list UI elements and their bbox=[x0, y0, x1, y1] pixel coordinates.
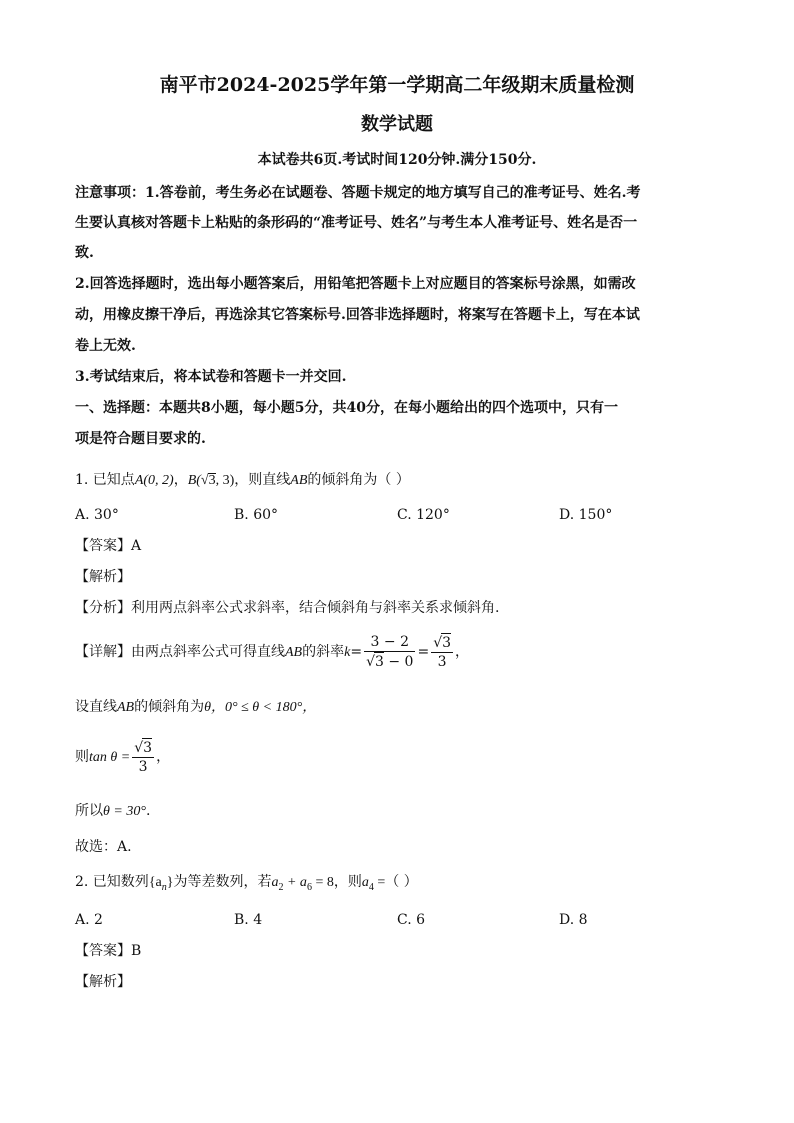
q2-analysis-heading: 【解析】 bbox=[75, 974, 131, 990]
q2-cond-plus: + a bbox=[283, 875, 307, 890]
notes-line-1: 注意事项：1.答卷前，考生务必在试题卷、答题卡规定的地方填写自己的准考证号、姓名.考 bbox=[75, 185, 641, 201]
q1-slope-numerator: 3 − 2 bbox=[364, 633, 415, 652]
q2-condition bbox=[271, 875, 334, 893]
exam-info: 本试卷共6页.考试时间120分钟.满分150分. bbox=[257, 152, 537, 168]
q1-set-mid: 的倾斜角为 bbox=[134, 699, 205, 715]
question-2-stem bbox=[75, 875, 418, 893]
page-title: 南平市2024-2025学年第一学期高二年级期末质量检测 bbox=[159, 74, 635, 96]
q1-so bbox=[75, 804, 150, 819]
q2-cond-eq: = 8 bbox=[311, 875, 334, 890]
q1-suffix-2: 的倾斜角为（ ） bbox=[307, 472, 410, 488]
section-heading-line-1: 一、选择题：本题共8小题，每小题5分，共40分，在每小题给出的四个选项中，只有一 bbox=[75, 400, 618, 416]
notes-line-5: 动，用橡皮擦干净后，再选涂其它答案标号.回答非选择题时，将案写在答题卡上，写在本试 bbox=[75, 307, 640, 323]
question-1-stem bbox=[75, 473, 410, 488]
page-subtitle: 数学试题 bbox=[361, 114, 433, 135]
q1-point-b bbox=[188, 473, 235, 488]
q1-so-text: 所以 bbox=[75, 803, 103, 819]
q1-tan-num-root: 3 bbox=[143, 740, 153, 756]
q2-option-d: D. 8 bbox=[559, 912, 588, 928]
q1-result-fraction bbox=[431, 633, 453, 671]
q1-option-c: C. 120° bbox=[397, 507, 450, 523]
q1-result-numerator: √3 bbox=[433, 635, 452, 651]
q1-set-angle bbox=[75, 700, 316, 715]
q1-sep: ， bbox=[173, 472, 188, 488]
q1-detail bbox=[75, 632, 469, 673]
q1-theta: θ bbox=[204, 700, 211, 715]
q1-slope-denominator: √3 − 0 bbox=[366, 654, 414, 670]
q1-option-b: B. 60° bbox=[234, 507, 279, 523]
q2-answer: 【答案】B bbox=[75, 943, 142, 959]
q2-ask-eq: = bbox=[373, 875, 386, 890]
q1-point-b-pre: B( bbox=[187, 473, 201, 488]
q1-then-end: ， bbox=[156, 749, 171, 765]
q2-option-a: A. 2 bbox=[75, 912, 103, 928]
q2-cond-a-sub: 2 bbox=[278, 881, 284, 893]
q1-result-num-root: 3 bbox=[442, 635, 452, 651]
q1-prefix: 1. 已知点 bbox=[75, 472, 135, 488]
q1-set-ab: AB bbox=[117, 700, 135, 715]
q2-tail: （ ） bbox=[385, 874, 418, 890]
q1-suffix: ，则直线 bbox=[234, 472, 291, 488]
q1-set-prefix: 设直线 bbox=[75, 699, 117, 715]
q2-prefix: 2. 已知数列 bbox=[75, 874, 149, 890]
q1-detail-eq: = bbox=[350, 644, 363, 660]
q1-so-eq: θ = 30° bbox=[103, 804, 146, 819]
q2-cond-b-sub: 6 bbox=[306, 881, 312, 893]
q1-point-b-root: 3 bbox=[208, 473, 216, 488]
q1-tan-fraction bbox=[132, 738, 154, 776]
q1-slope-den-root: 3 bbox=[374, 654, 384, 670]
q1-option-d: D. 150° bbox=[559, 507, 613, 523]
q2-seq-base: {a bbox=[148, 875, 162, 890]
q2-seq-sub: n bbox=[161, 881, 167, 893]
q1-analysis-heading: 【解析】 bbox=[75, 569, 131, 585]
section-heading-line-2: 项是符合题目要求的. bbox=[75, 431, 206, 447]
q2-cond-a: a bbox=[271, 875, 279, 890]
q2-ask bbox=[361, 875, 386, 893]
q2-option-c: C. 6 bbox=[397, 912, 426, 928]
q1-answer: 【答案】A bbox=[75, 538, 142, 554]
q1-point-b-post: , 3) bbox=[215, 473, 235, 488]
q2-mid: 为等差数列，若 bbox=[173, 874, 272, 890]
q1-so-end: . bbox=[145, 803, 151, 819]
q1-fenxi: 【分析】利用两点斜率公式求斜率，结合倾斜角与斜率关系求倾斜角. bbox=[75, 600, 500, 616]
q1-detail-mid: 的斜率 bbox=[302, 644, 345, 660]
q1-line-name: AB bbox=[290, 473, 308, 488]
q2-ask-a: a bbox=[361, 875, 369, 890]
q1-detail-prefix: 【详解】由两点斜率公式可得直线 bbox=[75, 644, 285, 660]
q2-seq-end: } bbox=[166, 875, 174, 890]
q2-seq bbox=[148, 875, 174, 893]
q1-tan bbox=[75, 737, 170, 778]
q1-slope-fraction bbox=[364, 633, 415, 671]
q1-detail-eq-2: = bbox=[417, 644, 430, 660]
notes-line-7: 3.考试结束后，将本试卷和答题卡一并交回. bbox=[75, 369, 347, 385]
q1-result-denominator: 3 bbox=[437, 654, 447, 670]
q2-ask-sub: 4 bbox=[368, 881, 374, 893]
q1-option-a: A. 30° bbox=[75, 507, 119, 523]
q2-option-b: B. 4 bbox=[234, 912, 263, 928]
sqrt-sign: √ bbox=[200, 473, 209, 488]
q2-mid-2: ，则 bbox=[333, 874, 362, 890]
q1-detail-ab: AB bbox=[285, 645, 303, 660]
q1-tan-numerator: √3 bbox=[134, 740, 153, 756]
q1-point-a: A(0, 2) bbox=[134, 473, 174, 488]
q1-tan-expr: tan θ = bbox=[89, 750, 131, 765]
q1-choose: 故选：A. bbox=[75, 839, 132, 855]
notes-line-4: 2.回答选择题时，选出每小题答案后，用铅笔把答题卡上对应题目的答案标号涂黑，如需改 bbox=[75, 276, 636, 292]
q1-detail-end: ， bbox=[455, 644, 470, 660]
notes-line-6: 卷上无效. bbox=[75, 338, 136, 354]
q1-slope-den-post: − 0 bbox=[383, 654, 414, 670]
q1-set-range: ，0° ≤ θ < 180°， bbox=[211, 700, 317, 715]
notes-line-2: 生要认真核对答题卡上粘贴的条形码的“准考证号、姓名”与考生本人准考证号、姓名是否一 bbox=[75, 215, 638, 231]
q1-detail-k: k bbox=[344, 645, 351, 660]
q1-then-prefix: 则 bbox=[75, 749, 89, 765]
q1-tan-denominator: 3 bbox=[138, 759, 148, 775]
notes-line-3: 致. bbox=[75, 245, 94, 261]
